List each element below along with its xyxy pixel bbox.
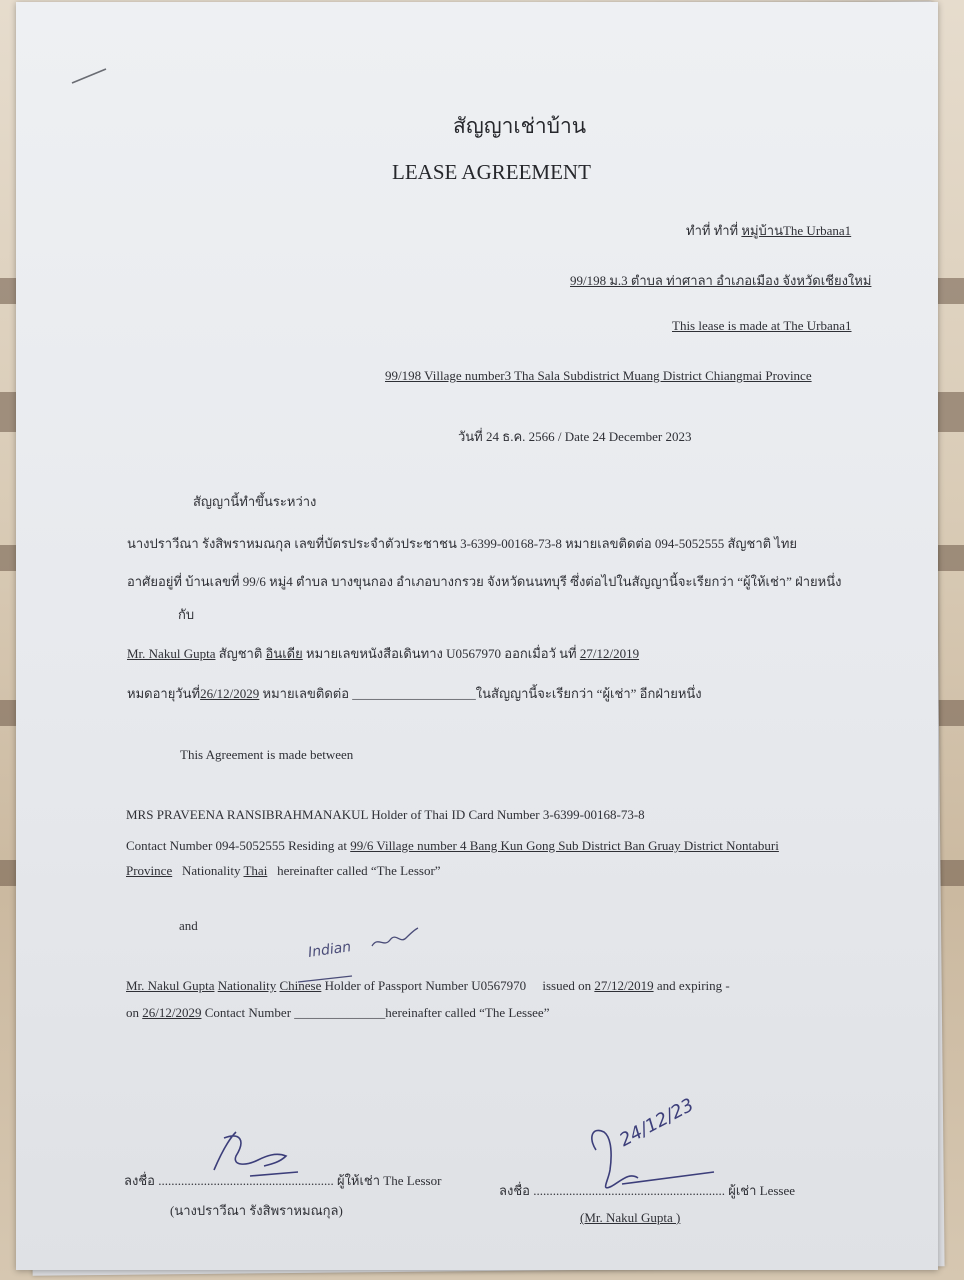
thai-lessee-line-1 bbox=[127, 643, 639, 664]
title-thai: สัญญาเช่าบ้าน bbox=[453, 114, 587, 138]
lessee-nationality: Chinese bbox=[279, 978, 322, 993]
english-and: and bbox=[179, 918, 198, 933]
contact-label: หมายเลขติดต่อ bbox=[262, 686, 350, 701]
lessee-sign-line bbox=[499, 1180, 795, 1201]
sign-label: ลงชื่อ bbox=[499, 1183, 530, 1198]
issued-label: issued on bbox=[542, 978, 592, 993]
address-english: 99/198 Village number3 Tha Sala Subdistrict Muang District Chiangmai Province bbox=[385, 368, 812, 383]
lessor-printed-name: (นางปราวีณา รังสิพราหมณกุล) bbox=[170, 1203, 343, 1218]
lessor-role: ผู้ให้เช่า The Lessor bbox=[336, 1173, 442, 1188]
on-label: on bbox=[126, 1005, 139, 1020]
thai-with: กับ bbox=[178, 607, 195, 622]
lessor-sign-line bbox=[124, 1170, 441, 1191]
lessee-name: Mr. Nakul Gupta bbox=[126, 978, 215, 993]
english-lessor-line-3 bbox=[126, 863, 441, 879]
contact-blank: ___________________ bbox=[352, 686, 476, 701]
expiry-date: 26/12/2029 bbox=[142, 1005, 202, 1020]
pencil-mark bbox=[70, 66, 110, 86]
passport-number: Holder of Passport Number U0567970 bbox=[324, 978, 527, 993]
issue-date: 27/12/2019 bbox=[579, 646, 640, 661]
lessee-printed-name: (Mr. Nakul Gupta ) bbox=[580, 1210, 681, 1225]
expiring-label: and expiring - bbox=[656, 978, 730, 993]
expire-date: 26/12/2029 bbox=[200, 686, 260, 701]
title-english: LEASE AGREEMENT bbox=[392, 160, 591, 184]
thai-intro: สัญญานี้ทำขึ้นระหว่าง bbox=[193, 494, 317, 509]
thai-lessor-line-1: นางปราวีณา รังสิพราหมณกุล เลขที่บัตรประจำตัวประชาชน 3-6399-00168-73-8 หมายเลขติดต่อ 094-5052555 สัญชาติ ไทย bbox=[127, 536, 798, 551]
made-at-place: หมู่บ้านThe Urbana1 bbox=[741, 223, 852, 238]
passport-label: หมายเลขหนังสือเดินทาง U0567970 ออกเมื่อวั นที่ bbox=[306, 646, 577, 661]
made-at-english: This lease is made at The Urbana1 bbox=[672, 318, 852, 333]
thai-lessor-line-2: อาศัยอยู่ที่ บ้านเลขที่ 99/6 หมู่4 ตำบล บางขุนกอง อำเภอบางกรวย จังหวัดนนทบุรี ซึ่งต่อไปในสัญญานี้จะเรียกว่า “ผู้ให้เช่า” ฝ่ายหนึ่ง bbox=[127, 574, 842, 589]
nationality-label: Nationality bbox=[181, 863, 241, 878]
expire-label: หมดอายุวันที่ bbox=[127, 686, 201, 701]
nationality-label: Nationality bbox=[217, 978, 277, 993]
lessee-called: hereinafter called “The Lessee” bbox=[385, 1005, 550, 1020]
lessee-handwritten-date: 24/12/23 bbox=[616, 1094, 698, 1151]
english-lessor-line-2 bbox=[126, 838, 779, 854]
agreement-date: วันที่ 24 ธ.ค. 2566 / Date 24 December 2023 bbox=[458, 429, 692, 444]
lessee-called: ในสัญญานี้จะเรียกว่า “ผู้เช่า” อีกฝ่ายหนึ่ง bbox=[475, 686, 702, 701]
lessor-province: Province bbox=[126, 863, 173, 878]
lessor-address: 99/6 Village number 4 Bang Kun Gong Sub District Ban Gruay District Nontaburi bbox=[350, 838, 779, 853]
nationality-value: อินเดีย bbox=[265, 646, 303, 661]
handwritten-correction: Indian bbox=[307, 939, 353, 961]
english-lessee-line-2 bbox=[126, 1005, 549, 1021]
lessor-nationality: Thai bbox=[243, 863, 268, 878]
address-thai: 99/198 ม.3 ตำบล ท่าศาลา อำเภอเมือง จังหวัดเชียงใหม่ bbox=[570, 273, 872, 288]
issued-date: 27/12/2019 bbox=[594, 978, 654, 993]
lease-document bbox=[16, 2, 938, 1270]
english-lessor-line-1: MRS PRAVEENA RANSIBRAHMANAKUL Holder of Thai ID Card Number 3-6399-00168-73-8 bbox=[126, 807, 645, 822]
contact-blank: ______________ bbox=[294, 1005, 386, 1020]
english-intro: This Agreement is made between bbox=[180, 747, 354, 762]
nationality-label: สัญชาติ bbox=[218, 646, 263, 661]
lessee-dots: ........................................................... bbox=[533, 1183, 725, 1198]
lessee-role: ผู้เช่า Lessee bbox=[728, 1183, 796, 1198]
contact-residing: Contact Number 094-5052555 Residing at bbox=[126, 838, 347, 853]
contact-label: Contact Number bbox=[204, 1005, 292, 1020]
lessor-called: hereinafter called “The Lessor” bbox=[277, 863, 441, 878]
lessee-name: Mr. Nakul Gupta bbox=[127, 646, 216, 661]
english-lessee-line-1 bbox=[126, 978, 730, 994]
made-at-prefix: ทำที่ ทำที่ bbox=[686, 223, 739, 238]
sign-label: ลงชื่อ bbox=[124, 1173, 155, 1188]
handwritten-initials bbox=[370, 926, 420, 952]
lessor-dots: ...................................................... bbox=[158, 1173, 334, 1188]
made-at-thai bbox=[686, 220, 851, 241]
thai-lessee-line-2 bbox=[127, 683, 702, 704]
